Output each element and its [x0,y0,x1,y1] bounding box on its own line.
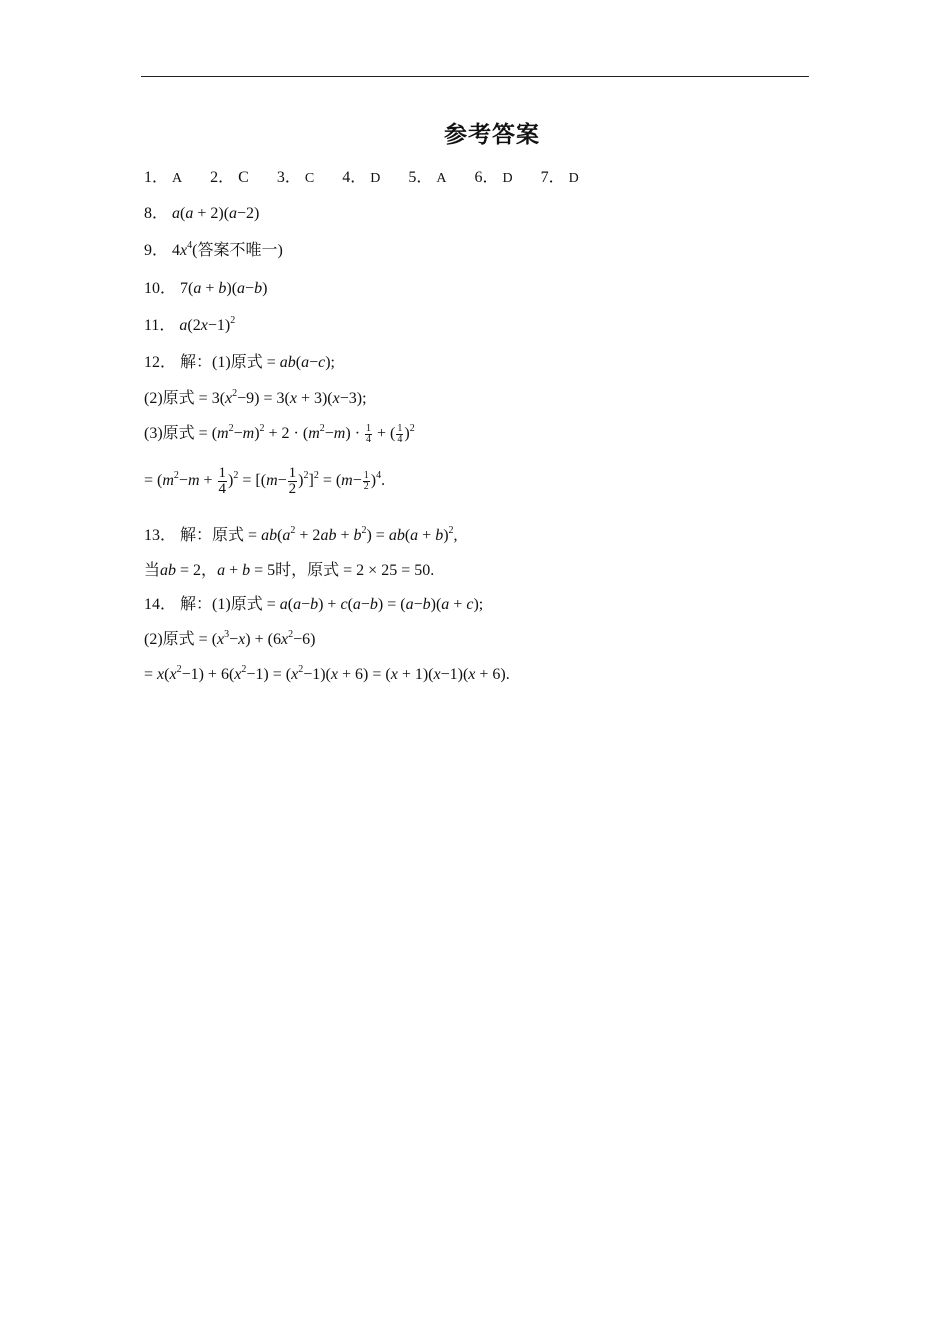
answer-13: 13． 解：原式 = $ab(a^2 + 2ab + b^2) = ab(a + b)^2$, [144,525,458,544]
answer-11: 11． $a(2x-1)^2$ [144,315,236,334]
answer-10: 10． 7(a + b)(a−b) [144,280,268,297]
answer-14-part2-continued: = $x(x^2-1) + 6(x^2-1) = (x^2-1)(x + 6) = (x + 1)(x-1)(x + 6)$. [144,664,510,683]
header-rule [141,76,809,77]
mc-answer-6: 6． D [474,169,513,186]
fraction: $\frac{1}{2}$ [288,465,297,497]
answer-12-part2: (2)原式 = $3(x^2-9) = 3(x + 3)(x-3)$; [144,388,367,407]
answer-12-part1: 12． 解：(1)原式 = ab(a−c); [144,354,335,371]
answer-13-evaluation: 当ab = 2，a + b = 5时，原式 = 2 × 25 = 50. [144,562,435,579]
page-title: 参考答案 [444,122,540,148]
fraction: $\frac{1}{2}$ [363,470,369,492]
answer-9: 9． $4x^4$(答案不唯一) [144,240,283,259]
mc-answers-row [144,170,603,186]
mc-answer-2: 2． C [210,169,249,186]
mc-answer-4: 4． D [342,169,381,186]
answer-12-part3: (3)原式 = $(m^2-m)^2 + 2 \cdot (m^2-m)$ · $\frac{1}{4}$ + ( $\frac{1}{4}$ )$^2$ [144,423,415,445]
mc-answer-1: 1． A [144,169,183,186]
mc-answer-3: 3． C [276,169,315,186]
answer-14-part2: (2)原式 = $(x^3-x) + (6x^2-6)$ [144,629,316,648]
answer-8: 8． a(a + 2)(a−2) [144,205,260,222]
answer-14-part1: 14． 解：(1)原式 = a(a−b) + c(a−b) = (a−b)(a + c); [144,596,484,613]
answer-12-part3-continued: = ($m^2-m$ + $\frac{1}{4}$ )$^2$ = [(m− $\frac{1}{2}$ )$^2$]$^2$ = (m− $\frac{1}{2}$ )$^4$. [144,465,386,497]
mc-answer-5: 5． A [408,169,447,186]
fraction: $\frac{1}{4}$ [218,465,227,497]
fraction: $\frac{1}{4}$ [397,423,403,445]
fraction: $\frac{1}{4}$ [366,423,372,445]
mc-answer-7: 7． D [540,169,579,186]
